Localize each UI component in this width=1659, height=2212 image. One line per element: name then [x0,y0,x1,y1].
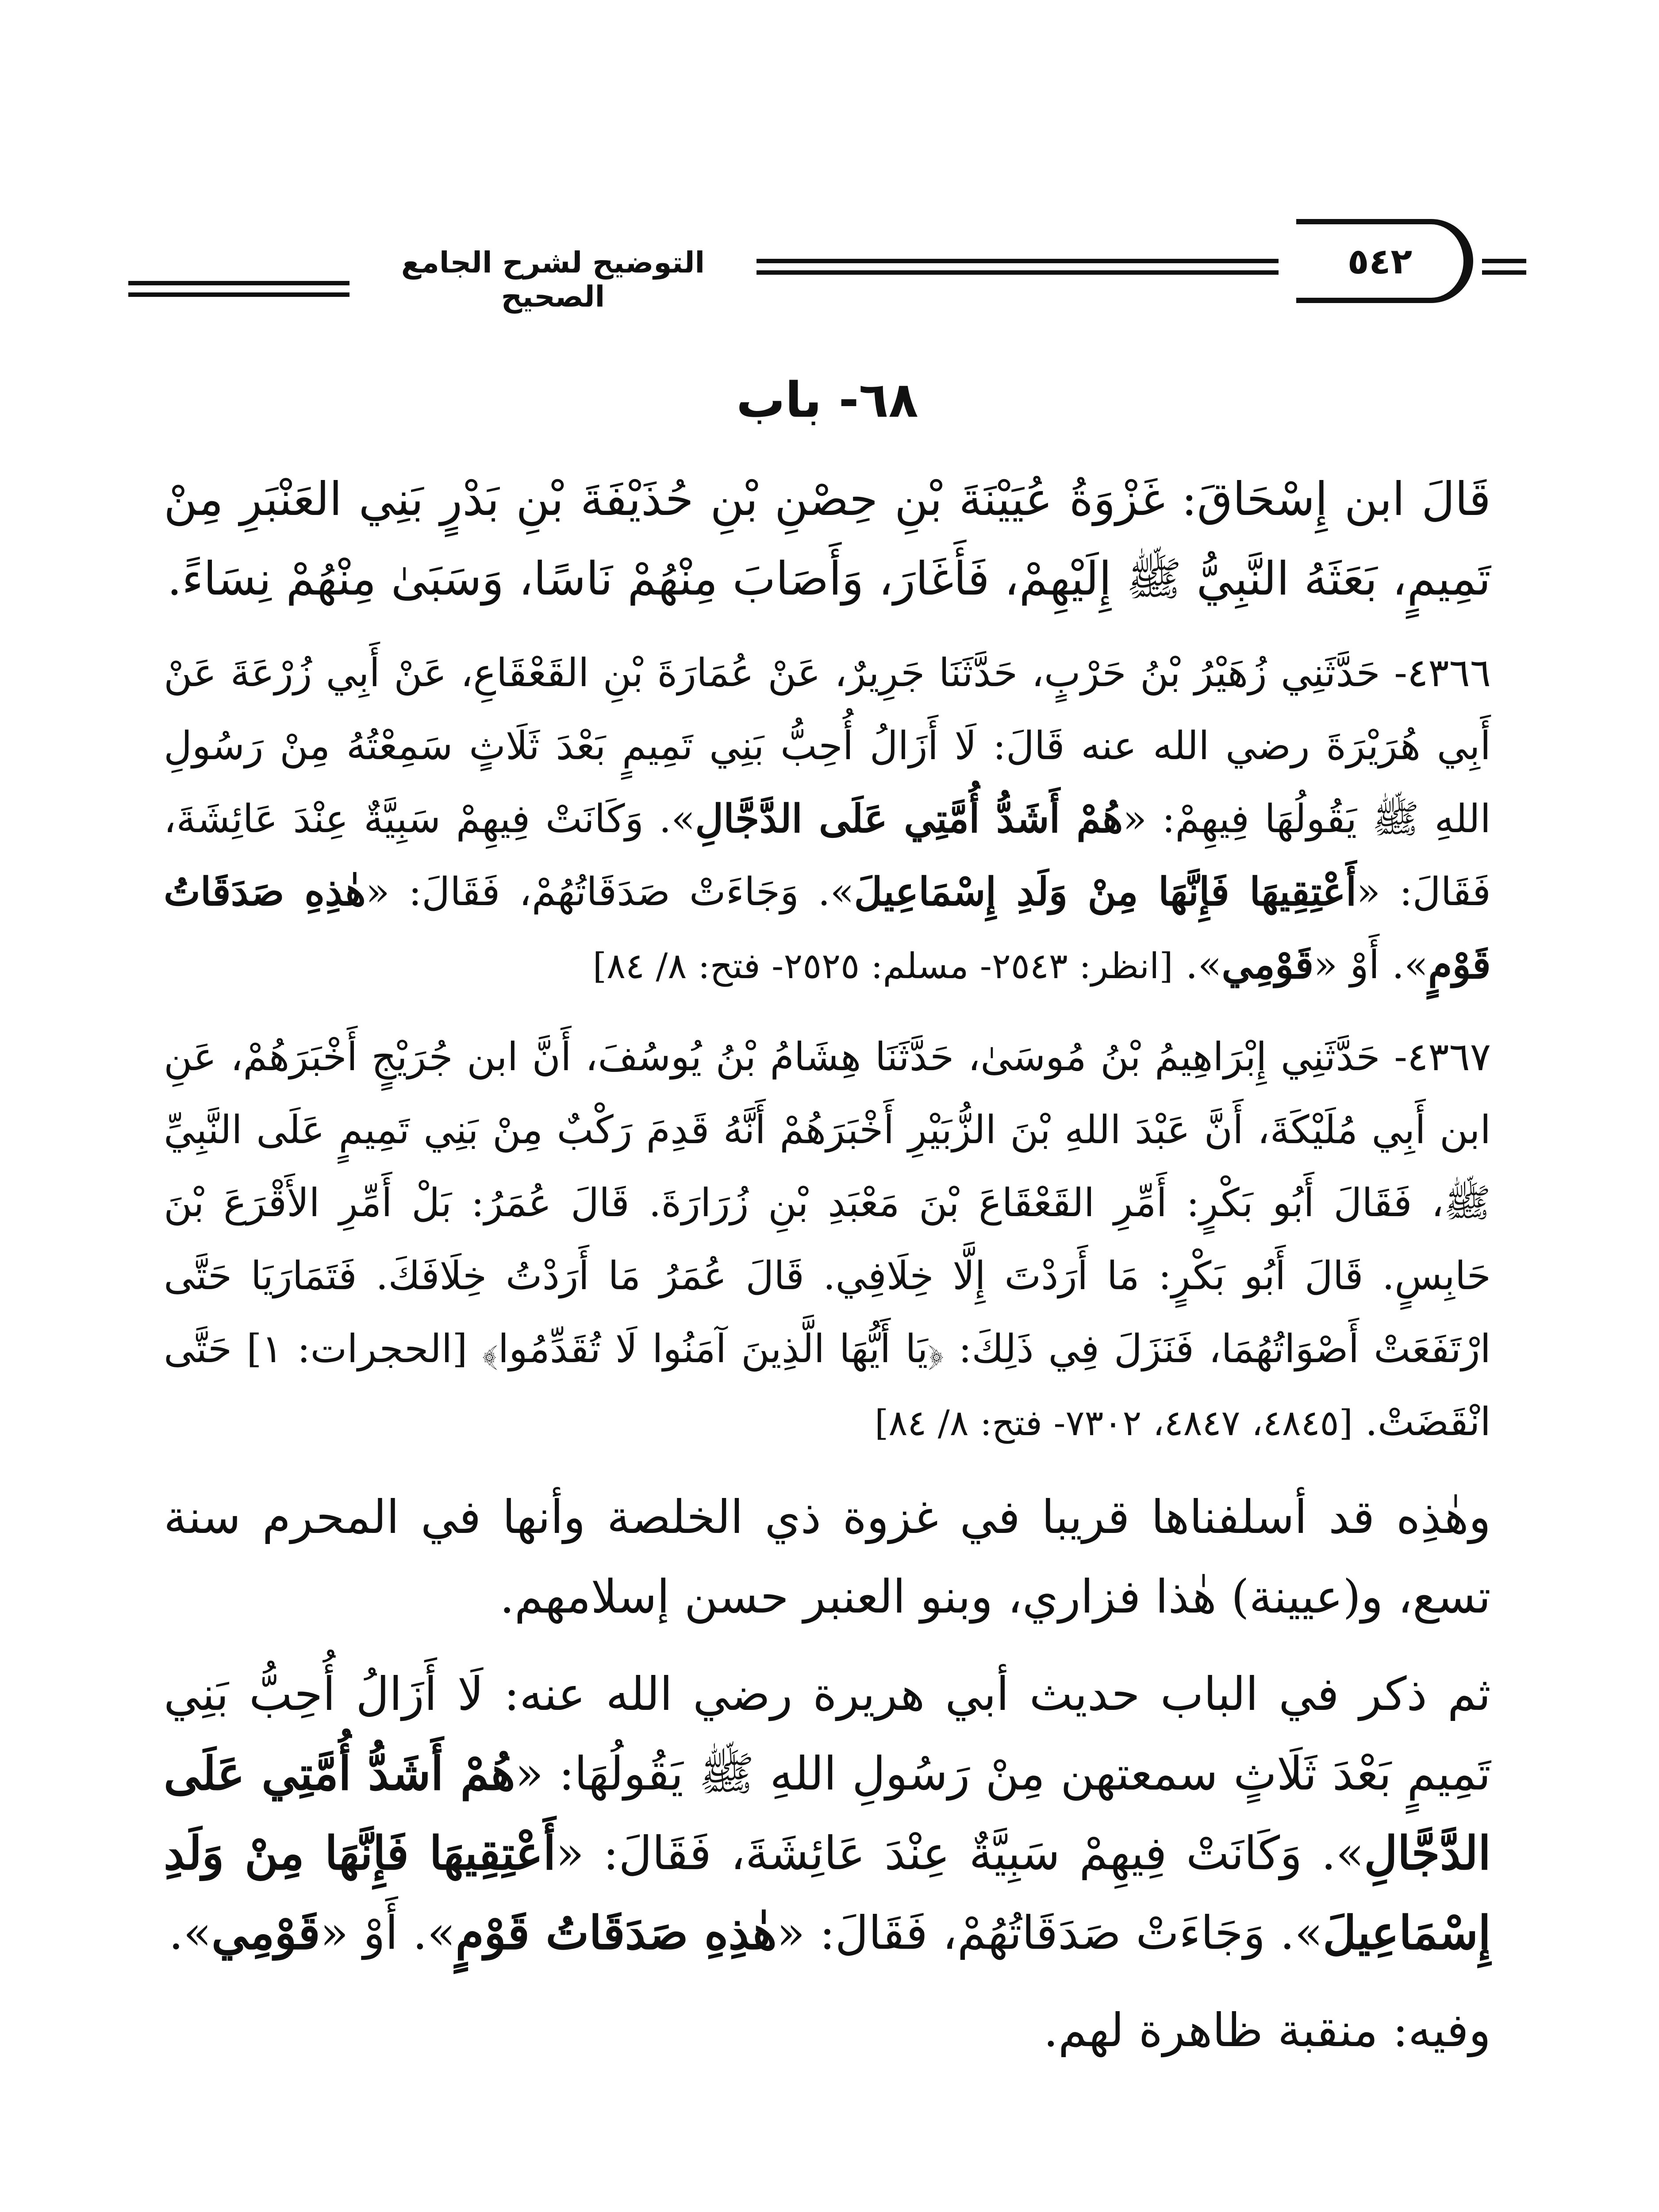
hadith-quote: هُمْ أَشَدُّ أُمَّتِي عَلَى الدَّجَّالِ [695,795,1123,841]
commentary-text: ». وَجَاءَتْ صَدَقَاتُهُمْ، فَقَالَ: « [776,1906,1323,1960]
hadith-number: ٤٣٦٦- [1394,650,1491,695]
commentary-paragraph-3: وفيه: منقبة ظاهرة لهم. [1043,2003,1491,2057]
hadith-text: ». [1185,942,1222,987]
running-header [128,219,1526,312]
hadith-quote: أَعْتِقِيهَا فَإِنَّهَا مِنْ وَلَدِ إِسْمَاعِيلَ [854,868,1357,914]
commentary-text: ثم ذكر في الباب حديث أبي هريرة رضي الله عنه: لَا أَزَالُ أُحِبُّ بَنِي تَمِيمٍ بَعْدَ ثَلَاثٍ سمعتهن مِنْ رَسُولِ اللهِ ﷺ يَقُولُهَا: « [164,1667,1491,1801]
header-rule-middle [757,259,1279,263]
hadith-quote: هٰذِهِ صَدَقَاتُ قَوْمٍ [164,868,1491,987]
commentary-quote: أَعْتِقِيهَا فَإِنَّهَا مِنْ وَلَدِ إِسْمَاعِيلَ [164,1826,1491,1960]
hadith-text: ». وَكَانَتْ فِيهِمْ سَبِيَّةٌ عِنْدَ عَائِشَةَ، فَقَالَ: « [164,796,1491,914]
commentary-paragraph-2 [164,1654,1491,1973]
hadith-reference: [انظر: ٢٥٤٣- مسلم: ٢٥٢٥- فتح: ٨/ ٨٤] [592,945,1173,987]
page-content [164,372,1491,2088]
commentary-quote: قَوْمِي [211,1905,320,1960]
hadith-number: ٤٣٦٧- [1394,1034,1491,1079]
commentary-paragraph-1: وهٰذِه قد أسلفناها قريبا في غزوة ذي الخلصة وأنها في المحرم سنة تسع، و(عيينة) هٰذا فزاري، وبنو العنبر حسن إسلامهم. [164,1490,1491,1624]
hadith-text: ». أَوْ « [1313,942,1428,987]
commentary-quote: هُمْ أَشَدُّ أُمَّتِي عَلَى الدَّجَّالِ [164,1746,1491,1880]
commentary-text: ». [169,1906,212,1960]
intro-paragraph: قَالَ ابن إِسْحَاقَ: غَزْوَةُ عُيَيْنَةَ بْنِ حِصْنِ بْنِ حُذَيْفَةَ بْنِ بَدْرٍ بَنِي العَنْبَرِ مِنْ تَمِيمٍ، بَعَثَهُ النَّبِيُّ ﷺ إِلَيْهِمْ، فَأَغَارَ، وَأَصَابَ مِنْهُمْ نَاسًا، وَسَبَىٰ مِنْهُمْ نِسَاءً. [164,472,1491,606]
hadith-4366 [164,636,1491,1002]
hadith-4367 [164,1020,1491,1459]
hadith-text: ». وَجَاءَتْ صَدَقَاتُهُمْ، فَقَالَ: « [365,869,854,914]
hadith-text: حَدَّثَنِي إِبْرَاهِيمُ بْنُ مُوسَىٰ، حَدَّثَنَا هِشَامُ بْنُ يُوسُفَ، أَنَّ ابن جُرَيْجٍ أَخْبَرَهُمْ، عَنِ ابن أَبِي مُلَيْكَةَ، أَنَّ عَبْدَ اللهِ بْنَ الزُّبَيْرِ أَخْبَرَهُمْ أَنَّهُ قَدِمَ رَكْبٌ مِنْ بَنِي تَمِيمٍ عَلَى النَّبِيِّ ﷺ، فَقَالَ أَبُو بَكْرٍ: أَمِّرِ القَعْقَاعَ بْنَ مَعْبَدِ بْنِ زُرَارَةَ. قَالَ عُمَرُ: بَلْ أَمِّرِ الأَقْرَعَ بْنَ حَابِسٍ. قَالَ أَبُو بَكْرٍ: مَا أَرَدْتَ إِلَّا خِلَافِي. قَالَ عُمَرُ مَا أَرَدْتُ خِلَافَكَ. فَتَمَارَيَا حَتَّى ارْتَفَعَتْ أَصْوَاتُهُمَا، فَنَزَلَ فِي ذَلِكَ: ﴿يَا أَيُّهَا الَّذِينَ آمَنُوا لَا تُقَدِّمُوا﴾ [الحجرات: ١] حَتَّى انْقَضَتْ. [164,1034,1491,1444]
commentary-quote: هٰذِهِ صَدَقَاتُ قَوْمٍ [455,1905,777,1960]
chapter-title: ٦٨- باب [736,372,918,428]
commentary-text: ». أَوْ « [320,1906,456,1960]
page-number: ٥٤٢ [1296,219,1473,303]
header-rule-right [1482,259,1526,263]
hadith-text: حَدَّثَنِي زُهَيْرُ بْنُ حَرْبٍ، حَدَّثَنَا جَرِيرٌ، عَنْ عُمَارَةَ بْنِ القَعْقَاعِ، عَنْ أَبِي زُرْعَةَ عَنْ أَبِي هُرَيْرَةَ رضي الله عنه قَالَ: لَا أَزَالُ أُحِبُّ بَنِي تَمِيمٍ بَعْدَ ثَلَاثٍ سَمِعْتُهُ مِنْ رَسُولِ اللهِ ﷺ يَقُولُهَا فِيهِمْ: « [164,650,1491,841]
hadith-reference: [٤٨٤٥، ٤٨٤٧، ٧٣٠٢- فتح: ٨/ ٨٤] [875,1402,1353,1444]
header-rule-left [128,281,349,285]
running-title: التوضيح لشرح الجامع الصحيح [401,246,705,314]
hadith-quote: قَوْمِي [1221,941,1314,987]
commentary-text: ». وَكَانَتْ فِيهِمْ سَبِيَّةٌ عِنْدَ عَائِشَةَ، فَقَالَ: « [556,1826,1364,1880]
